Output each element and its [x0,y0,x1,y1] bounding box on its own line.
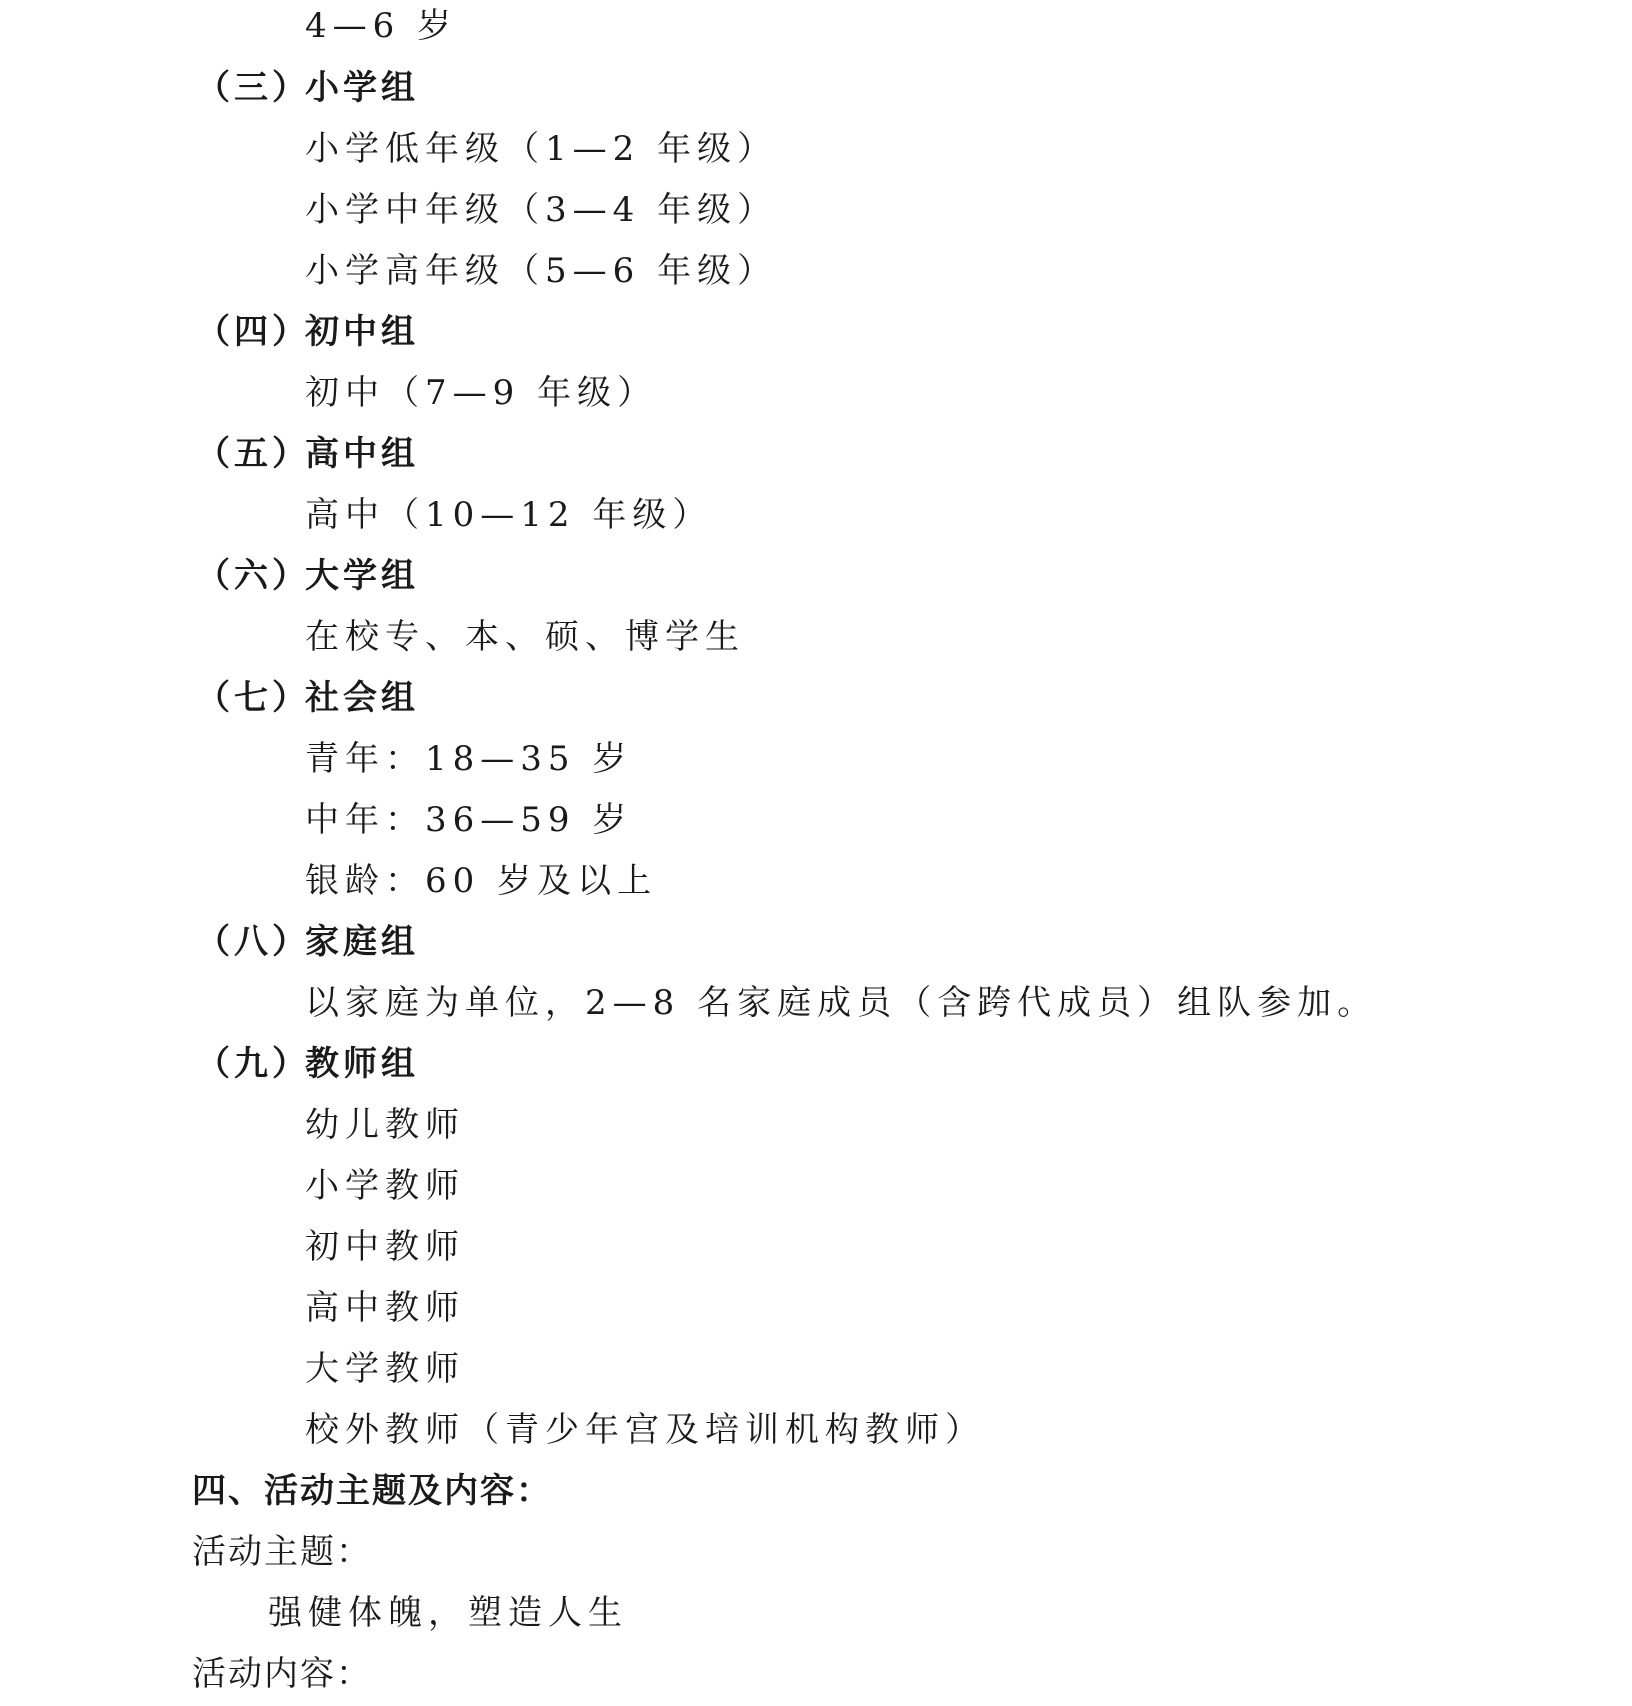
group-item: 青年：18—35 岁 [305,739,633,779]
group-item: 大学教师 [305,1349,465,1389]
theme-text: 强健体魄，塑造人生 [268,1593,628,1633]
group-marker: （四） [196,312,310,352]
group-title: 教师组 [305,1044,419,1084]
group-title: 大学组 [305,556,419,596]
group-item: 高中教师 [305,1288,465,1328]
group-title: 小学组 [305,68,419,108]
group-marker: （八） [196,922,310,962]
group-item: 小学高年级（5—6 年级） [305,251,778,291]
group-item: 初中教师 [305,1227,465,1267]
group-item: 校外教师（青少年宫及培训机构教师） [305,1410,985,1450]
group-item: 高中（10—12 年级） [305,495,713,535]
group-item: 小学中年级（3—4 年级） [305,190,778,230]
group-item: 中年：36—59 岁 [305,800,633,840]
group-marker: （五） [196,434,310,474]
group-marker: （六） [196,556,310,596]
group-marker: （九） [196,1044,310,1084]
content-label: 活动内容： [192,1654,372,1694]
group-title: 初中组 [305,312,419,352]
section-title: 四、活动主题及内容： [192,1471,552,1511]
group-item: 小学教师 [305,1166,465,1206]
group-title: 家庭组 [305,922,419,962]
group-marker: （三） [196,68,310,108]
group-item: 初中（7—9 年级） [305,373,658,413]
group-item: 幼儿教师 [305,1105,465,1145]
group-item: 在校专、本、硕、博学生 [305,617,745,657]
group-title: 社会组 [305,678,419,718]
group-marker: （七） [196,678,310,718]
theme-label: 活动主题： [192,1532,372,1572]
group-item: 银龄：60 岁及以上 [305,861,658,901]
group-item: 小学低年级（1—2 年级） [305,129,778,169]
group-title: 高中组 [305,434,419,474]
group-item: 以家庭为单位，2—8 名家庭成员（含跨代成员）组队参加。 [305,983,1378,1023]
age-range-line: 4—6 岁 [305,6,458,46]
